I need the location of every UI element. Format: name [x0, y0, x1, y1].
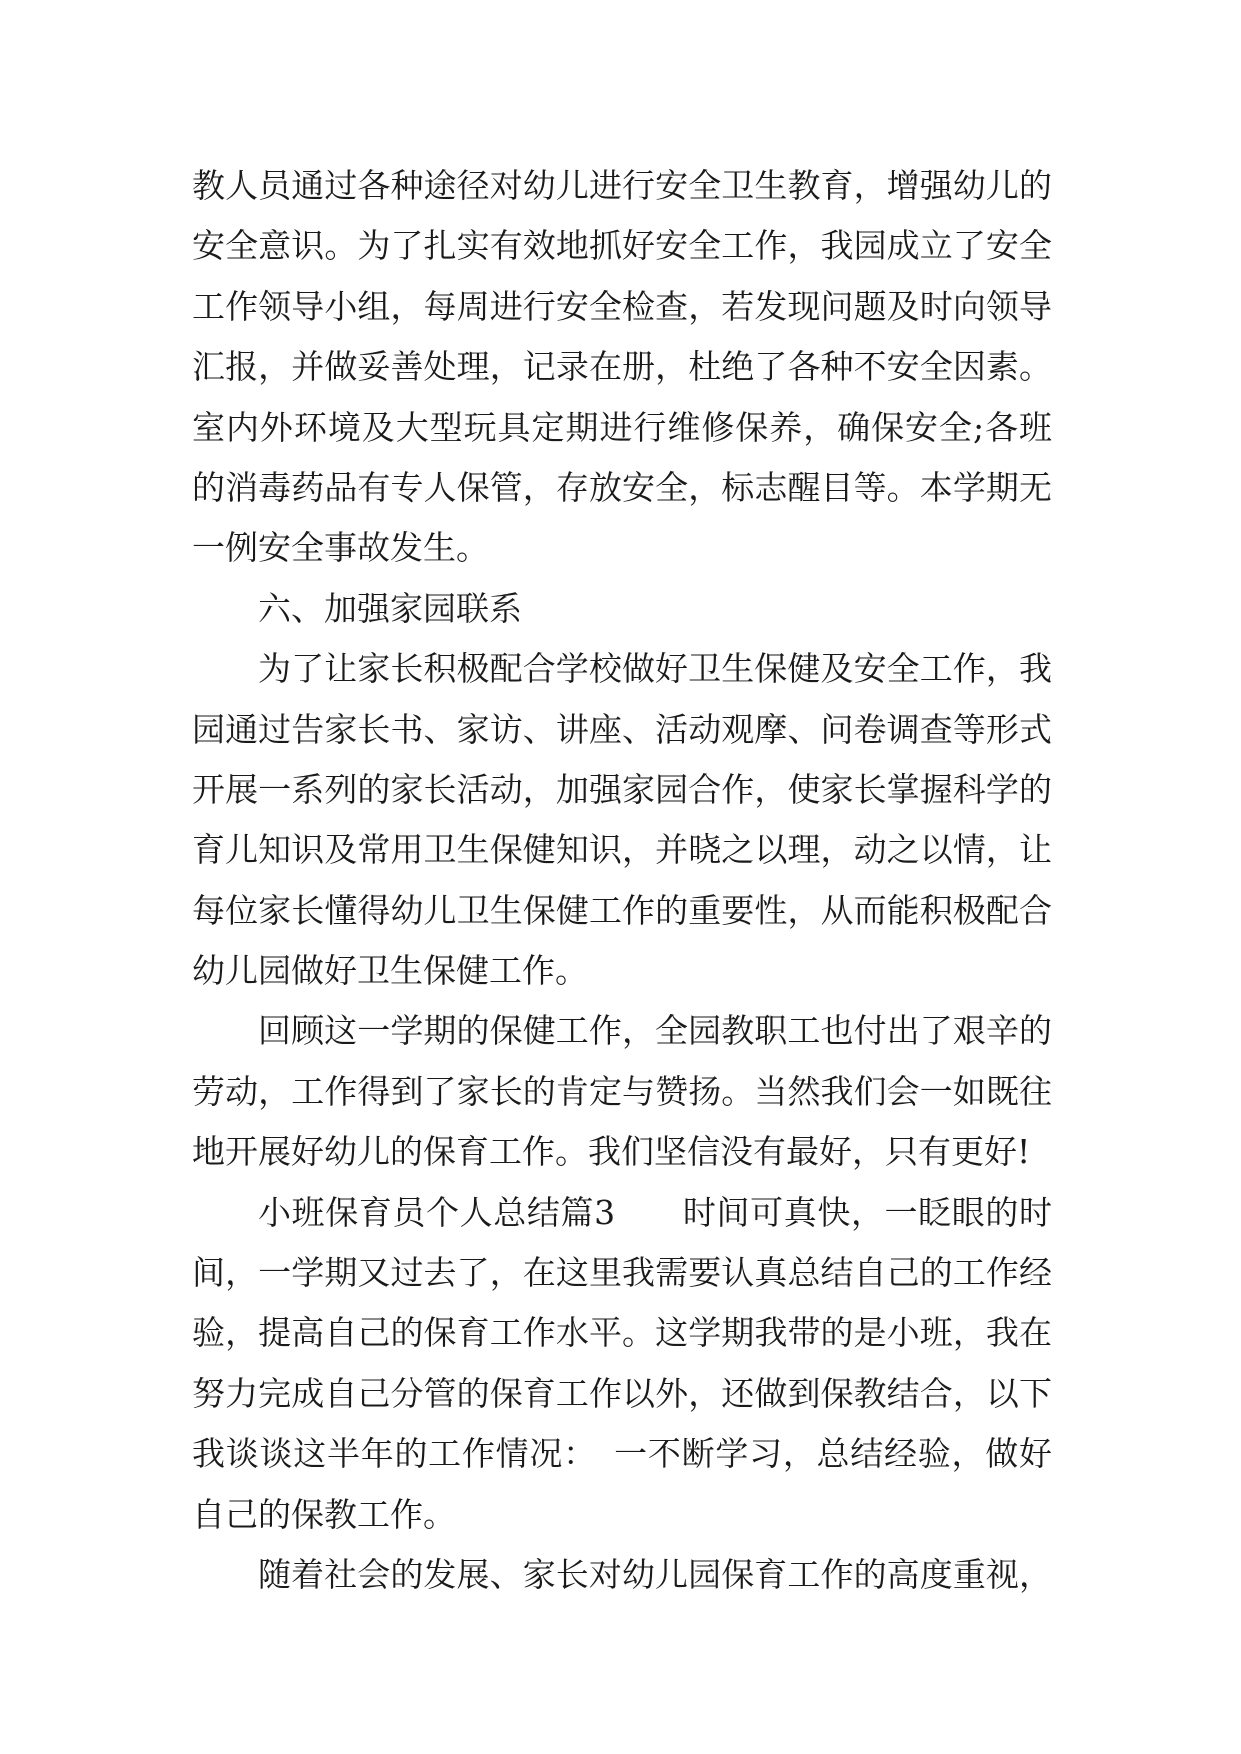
article-title-line: 小班保育员个人总结篇3 时间可真快，一眨眼的时 — [258, 1192, 1052, 1232]
paragraph-start-line: 为了让家长积极配合学校做好卫生保健及安全工作，我 — [258, 649, 1052, 689]
body-line: 开展一系列的家长活动，加强家园合作，使家长掌握科学的 — [192, 769, 1052, 809]
document-body — [192, 156, 1052, 1605]
body-line: 安全意识。为了扎实有效地抓好安全工作，我园成立了安全 — [192, 226, 1052, 266]
body-line: 汇报，并做妥善处理，记录在册，杜绝了各种不安全因素。 — [192, 347, 1052, 387]
body-line: 地开展好幼儿的保育工作。我们坚信没有最好，只有更好! — [192, 1132, 1031, 1172]
body-line: 教人员通过各种途径对幼儿进行安全卫生教育，增强幼儿的 — [192, 166, 1052, 205]
body-line: 一例安全事故发生。 — [192, 528, 489, 568]
paragraph-start-line: 随着社会的发展、家长对幼儿园保育工作的高度重视， — [258, 1554, 1052, 1594]
body-line: 工作领导小组，每周进行安全检查，若发现问题及时向领导 — [192, 286, 1052, 326]
body-line: 自己的保教工作。 — [192, 1494, 456, 1534]
body-line: 园通过告家长书、家访、讲座、活动观摩、问卷调查等形式 — [192, 709, 1052, 749]
paragraph-start-line: 回顾这一学期的保健工作，全园教职工也付出了艰辛的 — [258, 1011, 1052, 1051]
body-line: 室内外环境及大型玩具定期进行维修保养，确保安全;各班 — [192, 407, 1052, 447]
body-line: 努力完成自己分管的保育工作以外，还做到保教结合，以下 — [192, 1373, 1052, 1413]
body-line: 育儿知识及常用卫生保健知识，并晓之以理，动之以情，让 — [192, 830, 1052, 870]
body-line: 间，一学期又过去了，在这里我需要认真总结自己的工作经 — [192, 1253, 1052, 1293]
body-line: 我谈谈这半年的工作情况： 一不断学习，总结经验，做好 — [192, 1434, 1052, 1474]
body-line: 幼儿园做好卫生保健工作。 — [192, 951, 588, 991]
body-line: 劳动，工作得到了家长的肯定与赞扬。当然我们会一如既往 — [192, 1071, 1052, 1111]
body-line: 的消毒药品有专人保管，存放安全，标志醒目等。本学期无 — [192, 467, 1052, 507]
body-line: 每位家长懂得幼儿卫生保健工作的重要性，从而能积极配合 — [192, 890, 1052, 930]
body-line: 验，提高自己的保育工作水平。这学期我带的是小班，我在 — [192, 1313, 1052, 1353]
section-heading: 六、加强家园联系 — [258, 588, 522, 628]
